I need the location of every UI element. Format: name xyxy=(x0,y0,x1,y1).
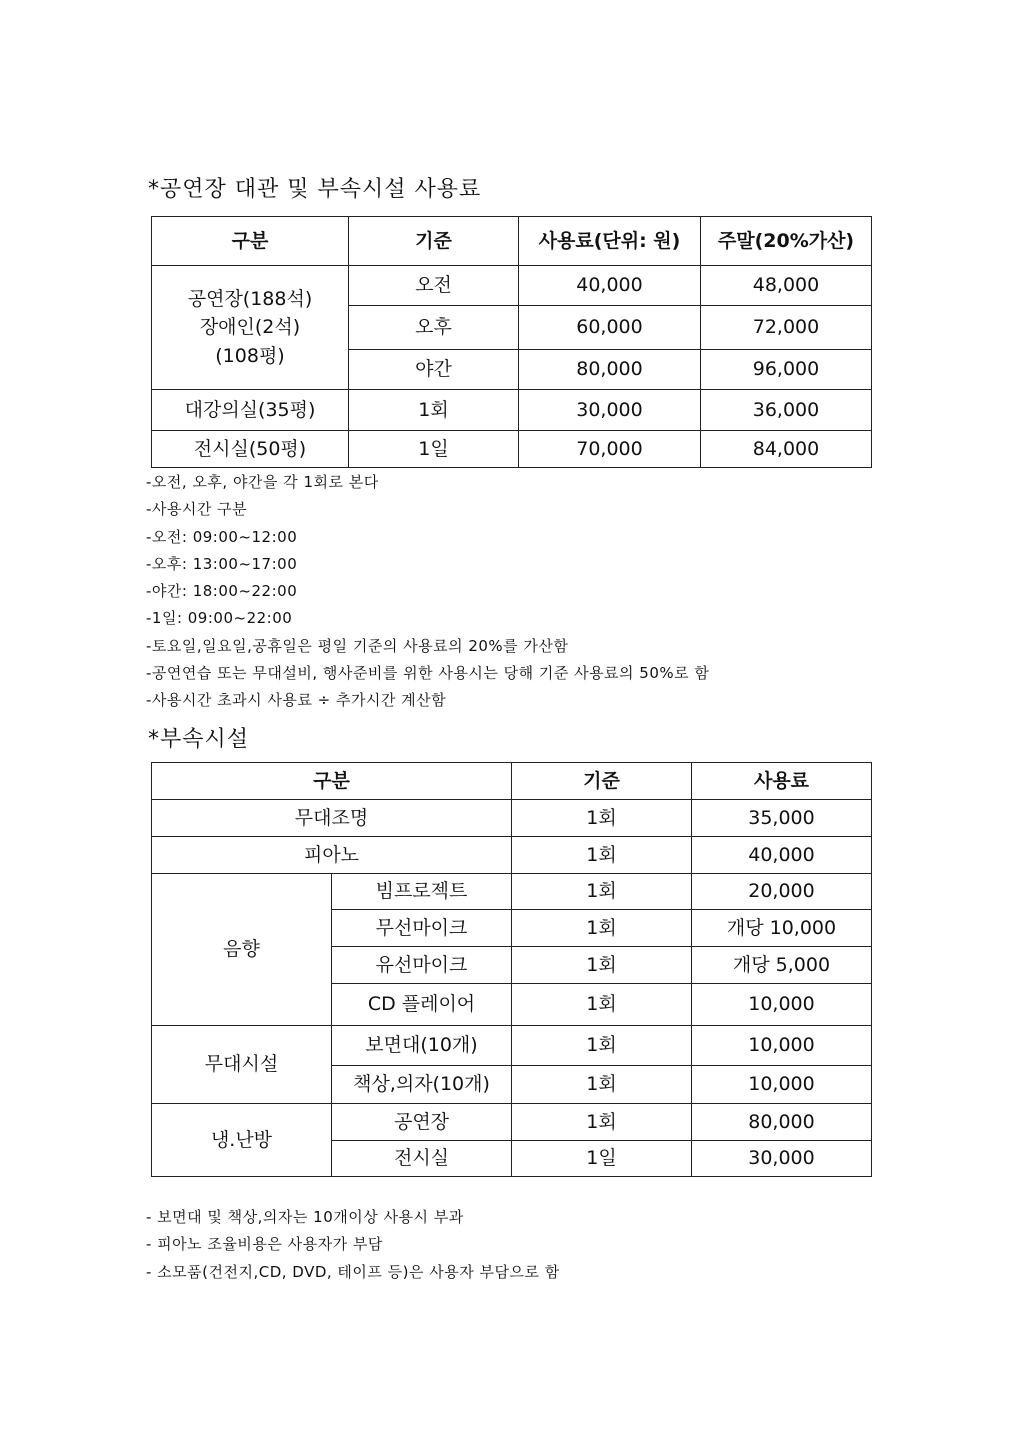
basis-cell: 1회 xyxy=(512,874,692,910)
note-line: - 소모품(건전지,CD, DVD, 테이프 등)은 사용자 부담으로 함 xyxy=(146,1262,560,1281)
basis-cell: 오후 xyxy=(349,306,519,350)
rental-notes xyxy=(146,469,709,715)
header-weekend: 주말(20%가산) xyxy=(701,217,872,266)
note-line: -오후: 13:00~17:00 xyxy=(146,554,298,573)
basis-cell: 1회 xyxy=(512,837,692,874)
basis-cell: 1회 xyxy=(512,984,692,1026)
fee-cell: 10,000 xyxy=(692,1026,872,1066)
basis-cell: 1회 xyxy=(512,910,692,947)
fee-cell: 70,000 xyxy=(519,431,701,468)
rental-section-title: *공연장 대관 및 부속시설 사용료 xyxy=(148,177,482,202)
name-cell: 책상,의자(10개) xyxy=(332,1066,512,1104)
fee-cell: 20,000 xyxy=(692,874,872,910)
hall-label-cell xyxy=(152,266,349,390)
facilities-section-title: *부속시설 xyxy=(148,727,250,752)
basis-cell: 1일 xyxy=(512,1141,692,1177)
basis-cell: 1일 xyxy=(349,431,519,468)
name-cell: CD 플레이어 xyxy=(332,984,512,1026)
fee-cell: 개당 10,000 xyxy=(692,910,872,947)
table-row xyxy=(152,837,872,874)
table-row xyxy=(152,390,872,431)
basis-cell: 1회 xyxy=(512,800,692,837)
name-cell: 무대조명 xyxy=(152,800,512,837)
weekend-cell: 96,000 xyxy=(701,350,872,390)
basis-cell: 야간 xyxy=(349,350,519,390)
name-cell: 보면대(10개) xyxy=(332,1026,512,1066)
note-line: -야간: 18:00~22:00 xyxy=(146,582,298,601)
table-row xyxy=(152,800,872,837)
table-row xyxy=(152,1026,872,1066)
basis-cell: 1회 xyxy=(512,1026,692,1066)
hall-label-line: 공연장(188석) xyxy=(187,287,313,310)
basis-cell: 1회 xyxy=(512,1104,692,1141)
group-cell: 음향 xyxy=(152,874,332,1026)
header-fee: 사용료(단위: 원) xyxy=(519,217,701,266)
name-cell: 전시실(50평) xyxy=(152,431,349,468)
table-row xyxy=(152,431,872,468)
weekend-cell: 72,000 xyxy=(701,306,872,350)
fee-cell: 40,000 xyxy=(692,837,872,874)
fee-cell: 35,000 xyxy=(692,800,872,837)
table-header-row xyxy=(152,217,872,266)
weekend-cell: 36,000 xyxy=(701,390,872,431)
header-category: 구분 xyxy=(152,763,512,800)
group-cell: 무대시설 xyxy=(152,1026,332,1104)
header-category: 구분 xyxy=(152,217,349,266)
basis-cell: 오전 xyxy=(349,266,519,306)
header-basis: 기준 xyxy=(512,763,692,800)
fee-cell: 30,000 xyxy=(692,1141,872,1177)
basis-cell: 1회 xyxy=(512,1066,692,1104)
basis-cell: 1회 xyxy=(349,390,519,431)
weekend-cell: 84,000 xyxy=(701,431,872,468)
rental-fee-table xyxy=(151,216,872,468)
table-row xyxy=(152,266,872,306)
table-row xyxy=(152,874,872,910)
facilities-fee-table xyxy=(151,762,872,1177)
fee-cell: 10,000 xyxy=(692,1066,872,1104)
note-line: -1일: 09:00~22:00 xyxy=(146,609,293,628)
name-cell: 전시실 xyxy=(332,1141,512,1177)
note-line: -토요일,일요일,공휴일은 평일 기준의 사용료의 20%를 가산함 xyxy=(146,636,569,655)
fee-cell: 개당 5,000 xyxy=(692,947,872,984)
name-cell: 피아노 xyxy=(152,837,512,874)
name-cell: 대강의실(35평) xyxy=(152,390,349,431)
note-line: -오전: 09:00~12:00 xyxy=(146,527,298,546)
note-line: -오전, 오후, 야간을 각 1회로 본다 xyxy=(146,473,379,491)
fee-cell: 80,000 xyxy=(519,350,701,390)
name-cell: 무선마이크 xyxy=(332,910,512,947)
name-cell: 공연장 xyxy=(332,1104,512,1141)
name-cell: 유선마이크 xyxy=(332,947,512,984)
basis-cell: 1회 xyxy=(512,947,692,984)
fee-cell: 10,000 xyxy=(692,984,872,1026)
fee-cell: 30,000 xyxy=(519,390,701,431)
table-row xyxy=(152,1104,872,1141)
note-line: -공연연습 또는 무대설비, 행사준비를 위한 사용시는 당해 기준 사용료의 50%로 함 xyxy=(146,664,710,683)
header-fee: 사용료 xyxy=(692,763,872,800)
fee-cell: 40,000 xyxy=(519,266,701,306)
group-cell: 냉.난방 xyxy=(152,1104,332,1177)
weekend-cell: 48,000 xyxy=(701,266,872,306)
hall-label-line: (108평) xyxy=(215,344,285,367)
header-basis: 기준 xyxy=(349,217,519,266)
note-line: - 보면대 및 책상,의자는 10개이상 사용시 부과 xyxy=(146,1208,464,1226)
table-header-row xyxy=(152,763,872,800)
note-line: -사용시간 초과시 사용료 ÷ 추가시간 계산함 xyxy=(146,691,447,710)
facilities-notes xyxy=(146,1204,560,1286)
note-line: - 피아노 조율비용은 사용자가 부담 xyxy=(146,1235,383,1254)
fee-cell: 80,000 xyxy=(692,1104,872,1141)
fee-cell: 60,000 xyxy=(519,306,701,350)
note-line: -사용시간 구분 xyxy=(146,500,248,519)
hall-label-line: 장애인(2석) xyxy=(199,316,301,339)
name-cell: 빔프로젝트 xyxy=(332,874,512,910)
